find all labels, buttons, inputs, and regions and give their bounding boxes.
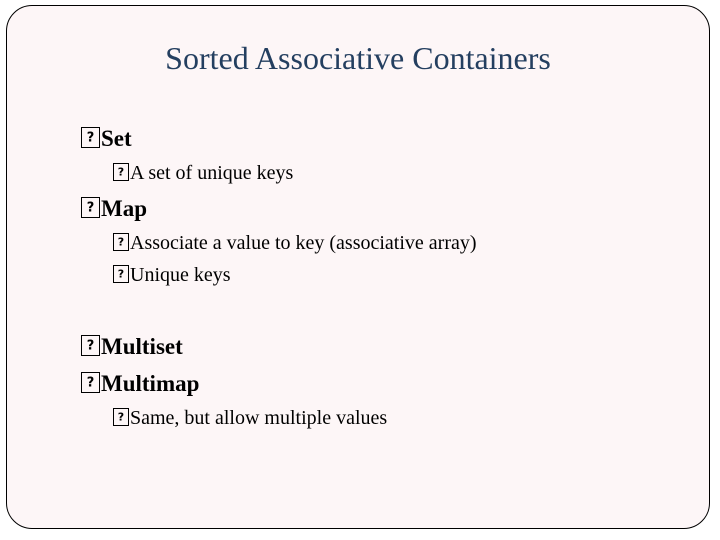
missing-glyph-icon bbox=[113, 233, 129, 251]
sub-bullet-text: Same, but allow multiple values bbox=[130, 407, 388, 429]
sub-bullet-text: A set of unique keys bbox=[130, 162, 294, 184]
slide bbox=[6, 5, 710, 529]
bullet-text: Map bbox=[101, 196, 147, 221]
missing-glyph-icon bbox=[113, 163, 129, 181]
slide-title: Sorted Associative Containers bbox=[165, 40, 551, 76]
bullet-map bbox=[81, 195, 147, 222]
sub-bullet-unique-keys bbox=[113, 263, 231, 287]
missing-glyph-icon bbox=[81, 197, 100, 218]
missing-glyph-icon bbox=[81, 127, 100, 148]
missing-glyph-icon bbox=[113, 265, 129, 283]
bullet-text: Multimap bbox=[101, 371, 200, 396]
missing-glyph-icon bbox=[81, 335, 100, 356]
sub-bullet-associate bbox=[113, 231, 477, 255]
sub-bullet-text: Unique keys bbox=[130, 264, 231, 286]
bullet-text: Multiset bbox=[101, 334, 183, 359]
missing-glyph-icon bbox=[113, 408, 129, 426]
bullet-multiset bbox=[81, 333, 183, 360]
sub-bullet-text: Associate a value to key (associative array) bbox=[130, 232, 477, 254]
bullet-multimap bbox=[81, 370, 199, 397]
sub-bullet-same-multiple bbox=[113, 406, 387, 430]
missing-glyph-icon bbox=[81, 372, 100, 393]
sub-bullet-set-unique-keys bbox=[113, 161, 293, 185]
bullet-set bbox=[81, 125, 132, 152]
bullet-text: Set bbox=[101, 126, 132, 151]
